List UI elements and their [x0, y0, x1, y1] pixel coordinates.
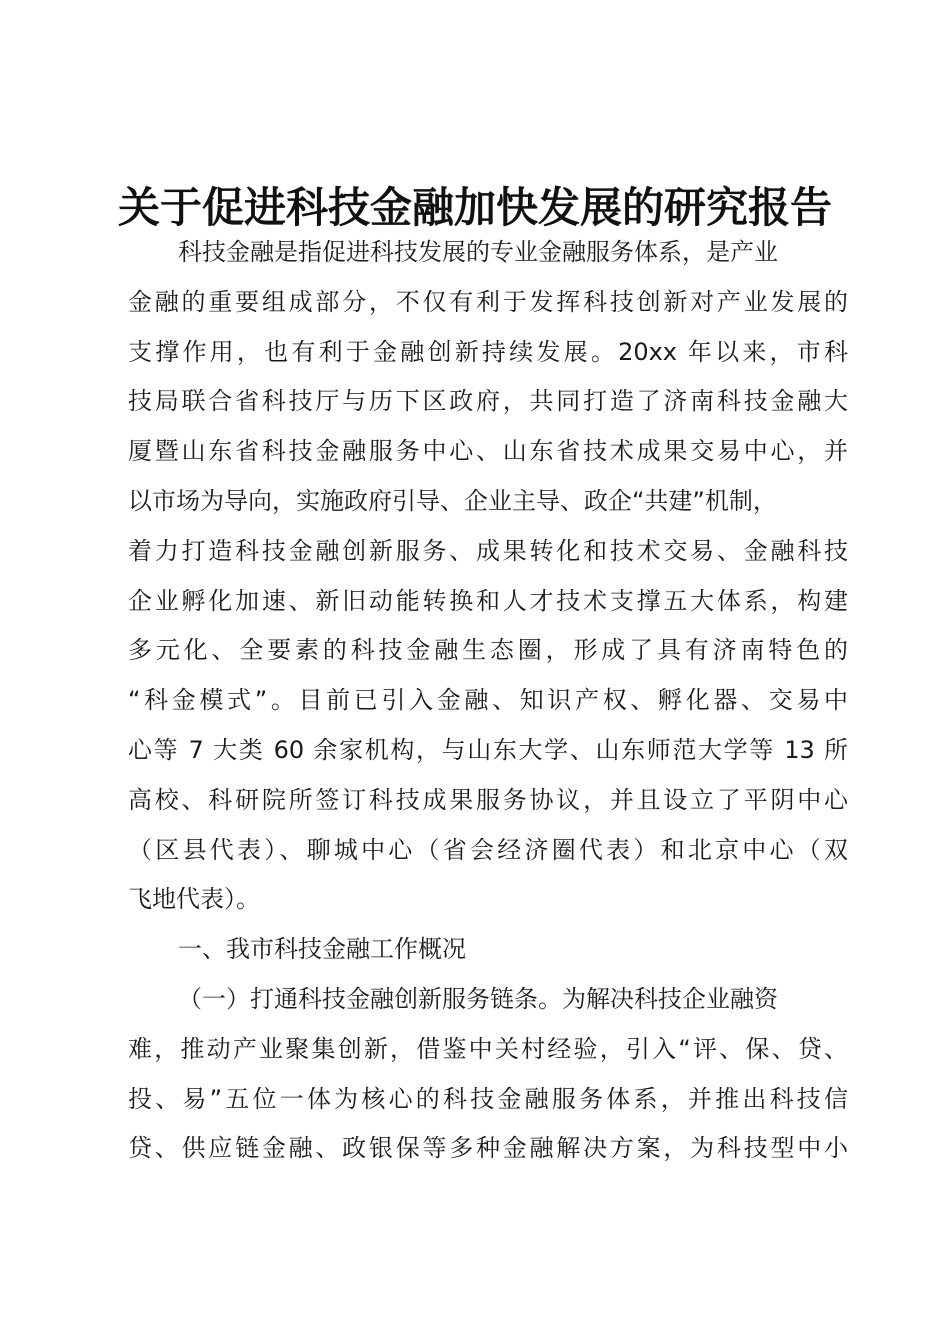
paragraph-line: 企业孵化加速、新旧动能转换和人才技术支撑五大体系，构建 — [128, 586, 848, 615]
paragraph-line: 贷、供应链金融、政银保等多种金融解决方案，为科技型中小 — [128, 1134, 848, 1163]
paragraph-line: 厦暨山东省科技金融服务中心、山东省技术成果交易中心，并 — [128, 437, 848, 466]
paragraph-line: 心等 7 大类 60 余家机构，与山东大学、山东师范大学等 13 所 — [128, 735, 848, 764]
document-body — [128, 228, 848, 1174]
paragraph-line: 金融的重要组成部分，不仅有利于发挥科技创新对产业发展的 — [128, 287, 848, 316]
paragraph-line: （一）打通科技金融创新服务链条。为解决科技企业融资 — [178, 984, 778, 1013]
paragraph-line: 高校、科研院所签订科技成果服务协议，并且设立了平阴中心 — [128, 785, 848, 814]
paragraph-line: 技局联合省科技厅与历下区政府，共同打造了济南科技金融大 — [128, 387, 848, 416]
paragraph-line: 以市场为导向，实施政府引导、企业主导、政企“共建”机制， — [128, 486, 777, 515]
paragraph-line: 科技金融是指促进科技发展的专业金融服务体系，是产业 — [178, 238, 778, 266]
paragraph-line: 飞地代表）。 — [128, 885, 260, 914]
paragraph-line: （区县代表）、聊城中心（省会经济圈代表）和北京中心（双 — [128, 835, 848, 864]
paragraph-line: 多元化、全要素的科技金融生态圈，形成了具有济南特色的 — [128, 636, 848, 665]
document-title: 关于促进科技金融加快发展的研究报告 — [117, 183, 832, 232]
paragraph-line: “科金模式”。目前已引入金融、知识产权、孵化器、交易中 — [128, 686, 848, 715]
paragraph-line: 支撑作用，也有利于金融创新持续发展。20xx 年以来，市科 — [128, 337, 848, 366]
section-heading: 一、我市科技金融工作概况 — [178, 935, 466, 964]
paragraph-line: 着力打造科技金融创新服务、成果转化和技术交易、金融科技 — [128, 536, 848, 565]
paragraph-line: 难，推动产业聚集创新，借鉴中关村经验，引入“评、保、贷、 — [128, 1034, 848, 1063]
paragraph-line: 投、易”五位一体为核心的科技金融服务体系，并推出科技信 — [128, 1084, 848, 1113]
